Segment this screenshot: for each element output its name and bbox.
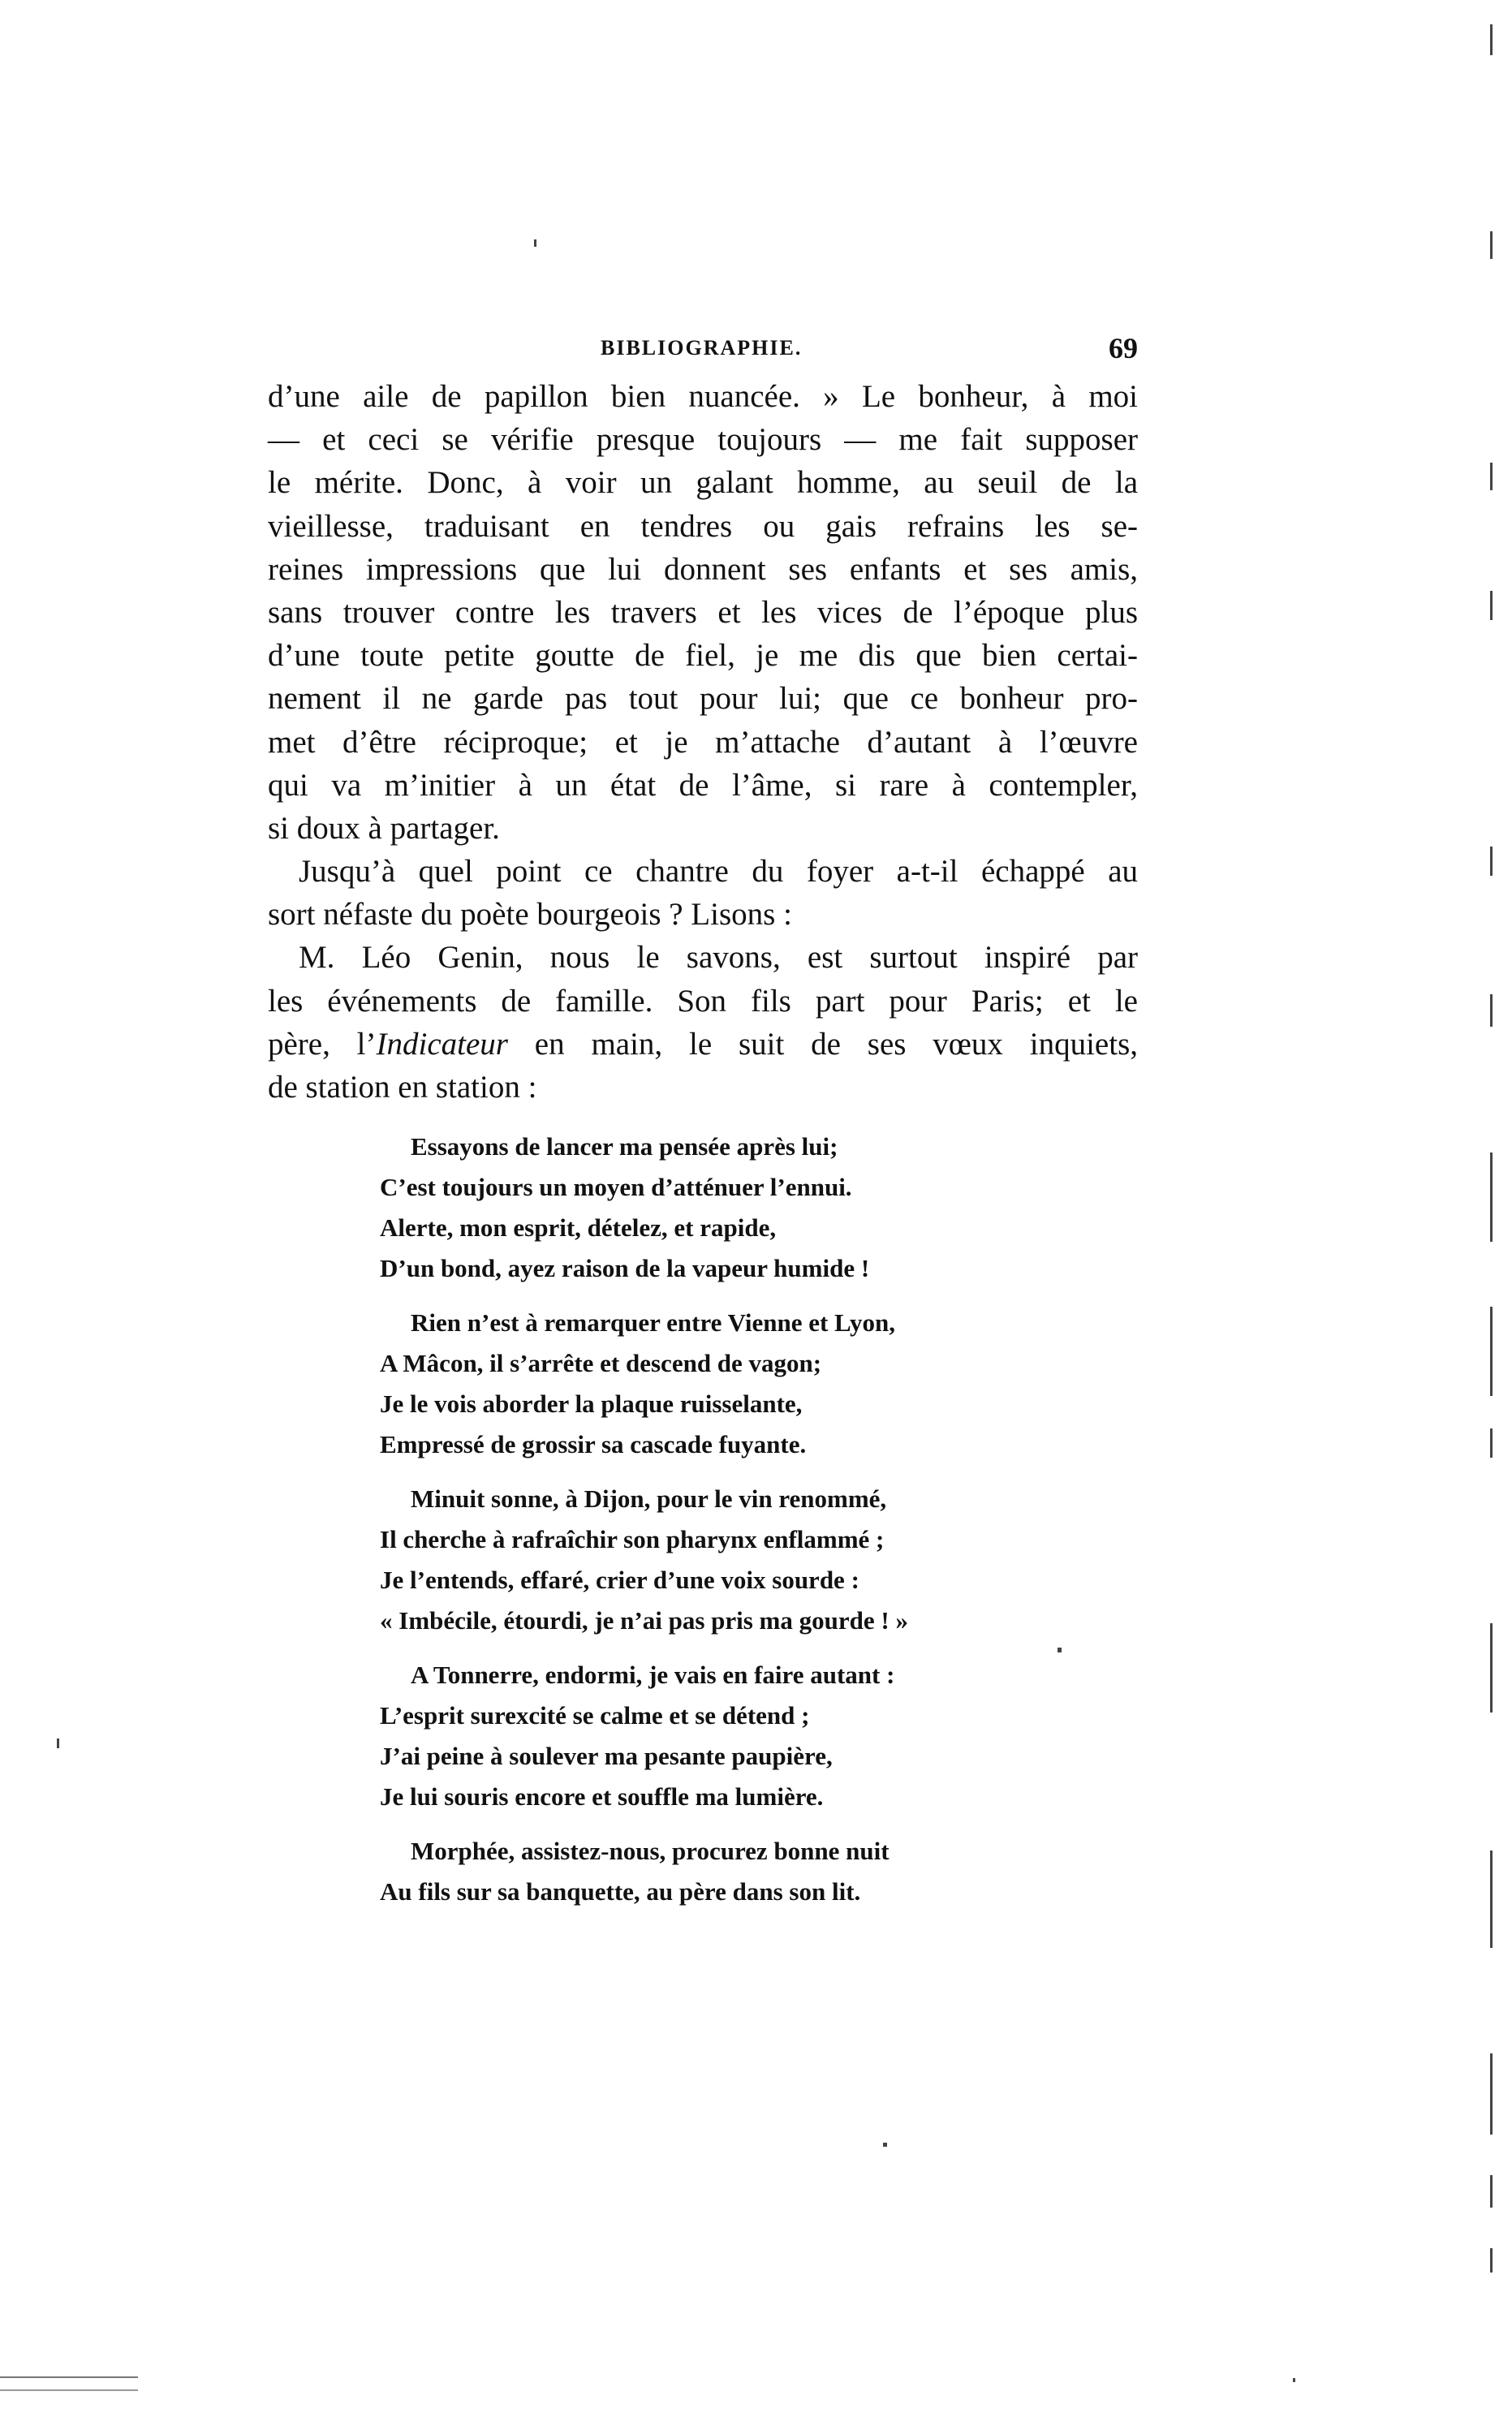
verse-line: A Tonnerre, endormi, je vais en faire autant :	[411, 1661, 895, 1689]
text-line-with-title	[268, 1023, 1138, 1066]
verse-line: Je lui souris encore et souffle ma lumière.	[380, 1782, 824, 1811]
verse-line: Je le vois aborder la plaque ruisselante,	[380, 1389, 803, 1418]
scan-margin-mark	[1490, 1428, 1493, 1458]
verse-line: Morphée, assistez-nous, procurez bonne nuit	[411, 1837, 890, 1865]
scan-dot	[1293, 2378, 1295, 2382]
scan-margin-mark	[1490, 463, 1493, 490]
text-line: d’une aile de papillon bien nuancée. » Le bonheur, à moi	[268, 379, 1138, 414]
text-line: d’une toute petite goutte de fiel, je me dis que bien certai-	[268, 638, 1138, 674]
scan-margin-mark	[1490, 1307, 1493, 1396]
text-line: M. Léo Genin, nous le savons, est surtout inspiré par	[299, 940, 1138, 976]
text-line: sans trouver contre les travers et les vices de l’époque plus	[268, 594, 1138, 630]
scan-margin-mark	[1490, 231, 1493, 259]
scan-margin-mark	[1490, 24, 1493, 55]
scan-edge-line	[0, 2389, 138, 2391]
verse-line: Alerte, mon esprit, dételez, et rapide,	[380, 1213, 777, 1242]
stanza	[380, 1303, 997, 1465]
verse-line: Rien n’est à remarquer entre Vienne et Lyon,	[411, 1308, 895, 1337]
scan-dot	[1058, 1648, 1062, 1652]
verse-line: L’esprit surexcité se calme et se détend ;	[380, 1701, 810, 1730]
verse-line: A Mâcon, il s’arrête et descend de vagon;	[380, 1349, 822, 1377]
scan-dot	[57, 1738, 59, 1748]
page-number: 69	[1109, 332, 1138, 364]
scan-margin-mark	[1490, 847, 1493, 876]
verse-line: J’ai peine à soulever ma pesante paupière,	[380, 1742, 833, 1770]
scan-margin-mark	[1490, 1623, 1493, 1713]
line-segment: père, l’	[268, 1026, 377, 1062]
verse-line: Il cherche à rafraîchir son pharynx enflammé ;	[380, 1525, 885, 1553]
text-line: si doux à partager.	[268, 810, 500, 846]
verse-line: « Imbécile, étourdi, je n’ai pas pris ma gourde ! »	[380, 1606, 908, 1635]
text-line: met d’être réciproque; et je m’attache d’autant à l’œuvre	[268, 724, 1138, 760]
text-line: sort néfaste du poète bourgeois ? Lisons :	[268, 897, 792, 933]
text-line: de station en station :	[268, 1070, 537, 1105]
scan-dot	[534, 239, 536, 247]
verse-line: Je l’entends, effaré, crier d’une voix sourde :	[380, 1566, 859, 1594]
scan-margin-mark	[1490, 994, 1493, 1027]
text-line: les événements de famille. Son fils part pour Paris; et le	[268, 983, 1138, 1019]
verse-line: Minuit sonne, à Dijon, pour le vin renommé,	[411, 1484, 887, 1513]
scan-margin-mark	[1490, 1152, 1493, 1242]
line-segment: en main, le suit de ses vœux inquiets,	[507, 1026, 1138, 1062]
page-header	[268, 331, 1138, 372]
scan-margin-mark	[1490, 2053, 1493, 2135]
verse-line: C’est toujours un moyen d’atténuer l’ennui.	[380, 1173, 852, 1201]
text-line: reines impressions que lui donnent ses enfants et ses amis,	[268, 551, 1138, 587]
work-title-italic: Indicateur	[376, 1026, 508, 1062]
scan-margin-mark	[1490, 2248, 1493, 2273]
verse-line: Empressé de grossir sa cascade fuyante.	[380, 1430, 807, 1458]
stanza	[380, 1479, 997, 1641]
stanza	[380, 1655, 997, 1817]
scan-margin-mark	[1490, 1850, 1493, 1948]
prose-body	[268, 375, 1138, 1109]
text-line: — et ceci se vérifie presque toujours — me fait supposer	[268, 422, 1138, 458]
poem	[380, 1127, 997, 1926]
text-line: qui va m’initier à un état de l’âme, si rare à contempler,	[268, 767, 1138, 803]
scan-margin-mark	[1490, 591, 1493, 620]
verse-line: Essayons de lancer ma pensée après lui;	[411, 1132, 838, 1161]
verse-line: Au fils sur sa banquette, au père dans son lit.	[380, 1877, 861, 1906]
text-line: Jusqu’à quel point ce chantre du foyer a-t-il échappé au	[299, 854, 1138, 890]
scan-edge-line	[0, 2376, 138, 2378]
scan-dot	[883, 2143, 887, 2147]
scan-margin-mark	[1490, 2175, 1493, 2208]
verse-line: D’un bond, ayez raison de la vapeur humide !	[380, 1254, 870, 1282]
text-line: nement il ne garde pas tout pour lui; que ce bonheur pro-	[268, 681, 1138, 717]
running-title: BIBLIOGRAPHIE.	[601, 336, 803, 360]
text-line: vieillesse, traduisant en tendres ou gais refrains les se-	[268, 508, 1138, 544]
stanza	[380, 1831, 997, 1912]
text-line: le mérite. Donc, à voir un galant homme, au seuil de la	[268, 465, 1138, 501]
stanza	[380, 1127, 997, 1289]
